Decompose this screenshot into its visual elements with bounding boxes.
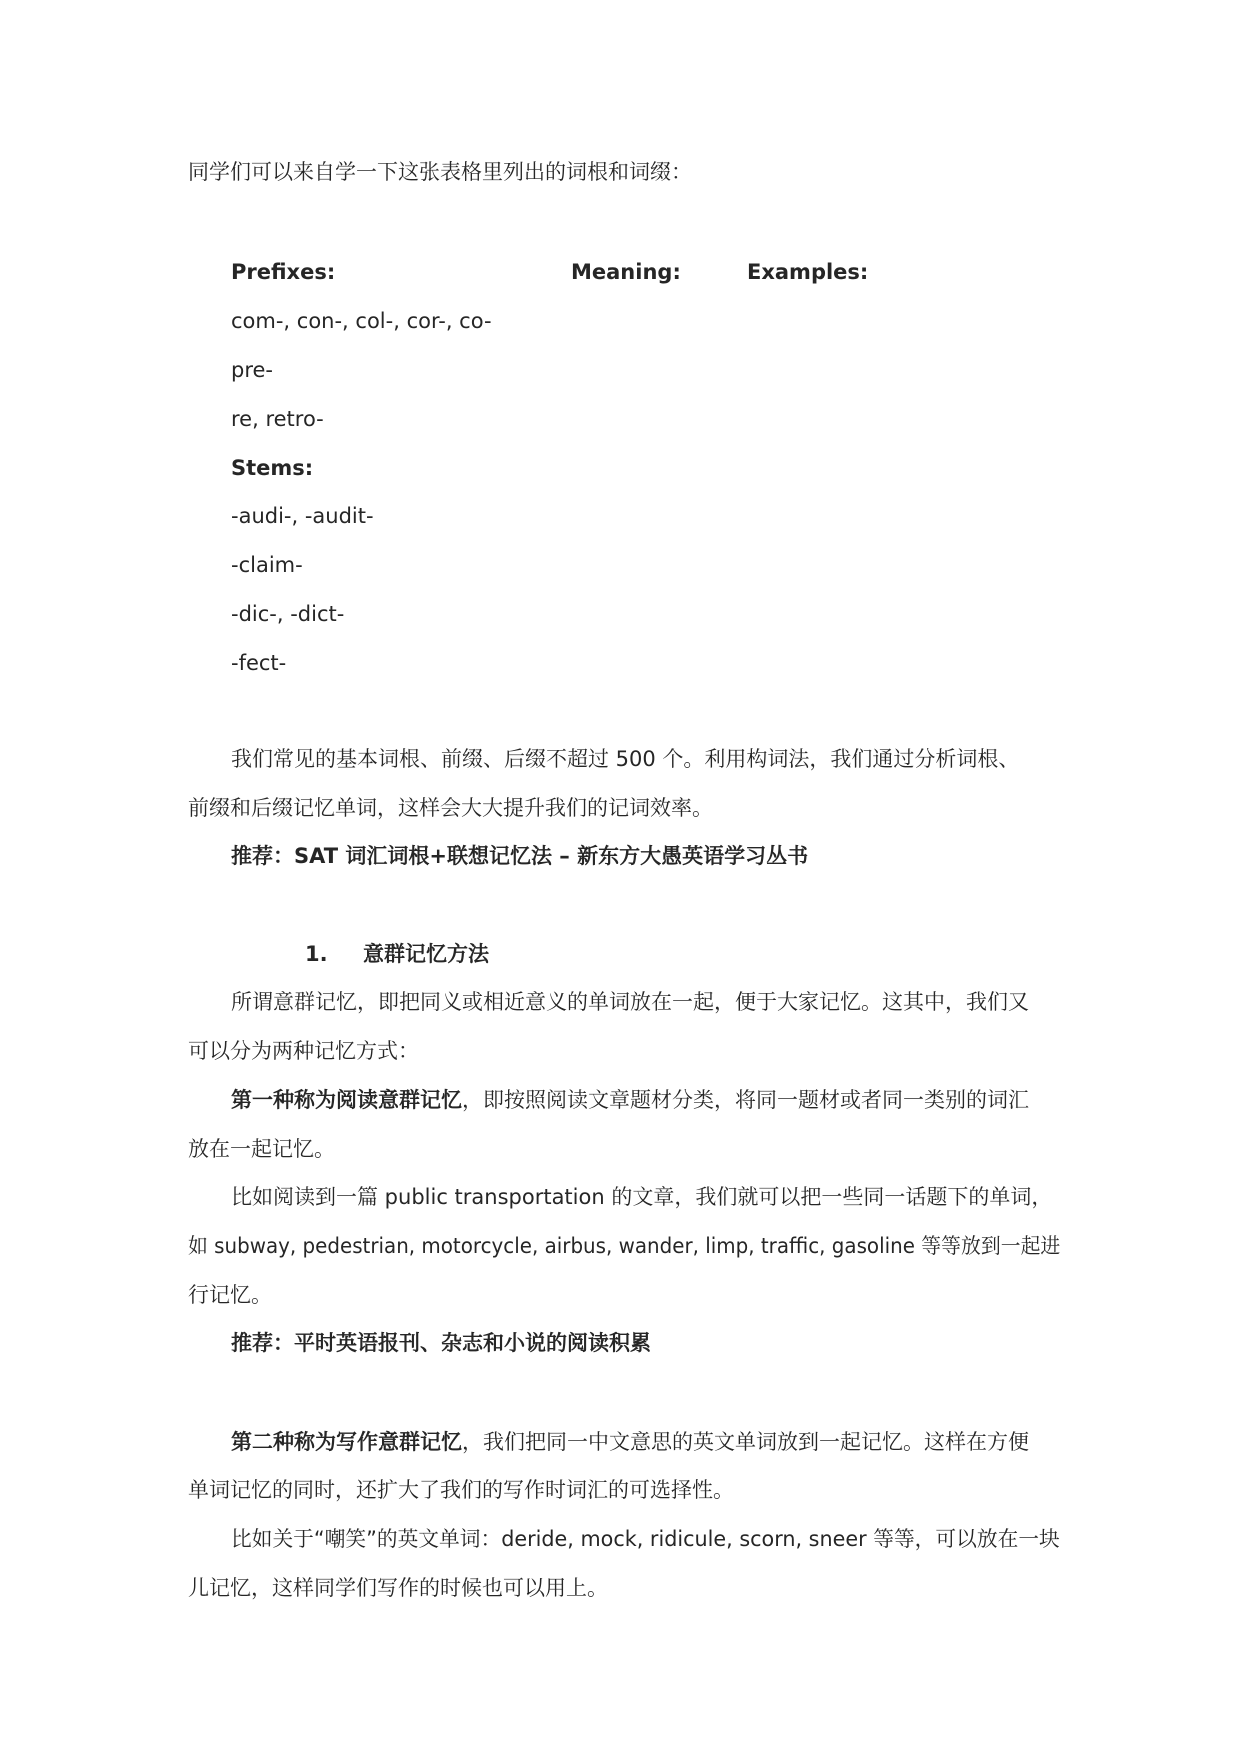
prefix-row: com-, con-, col-, cor-, co- <box>231 309 492 333</box>
intro-text: 同学们可以来自学一下这张表格里列出的词根和词缀： <box>188 160 692 184</box>
section-title: 意群记忆方法 <box>363 942 489 966</box>
header-prefixes: Prefixes: <box>231 260 336 284</box>
recommendation-1: 推荐：SAT 词汇词根+联想记忆法 – 新东方大愚英语学习丛书 <box>231 844 809 868</box>
paragraph-line: 放在一起记忆。 <box>188 1137 335 1161</box>
term-writing-desc: ，我们把同一中文意思的英文单词放到一起记忆。这样在方便 <box>462 1430 1029 1454</box>
paragraph-line: 比如关于“嘲笑”的英文单词：deride, mock, ridicule, scorn, sneer 等等，可以放在一块 <box>231 1527 1060 1551</box>
prefix-row: pre- <box>231 358 273 382</box>
paragraph-line: 行记忆。 <box>188 1283 272 1307</box>
paragraph-line: 单词记忆的同时，还扩大了我们的写作时词汇的可选择性。 <box>188 1478 734 1502</box>
paragraph-line: 我们常见的基本词根、前缀、后缀不超过 500 个。利用构词法，我们通过分析词根、 <box>231 747 1020 771</box>
term-writing-group: 第二种称为写作意群记忆 <box>231 1430 462 1454</box>
paragraph-line: 前缀和后缀记忆单词，这样会大大提升我们的记词效率。 <box>188 796 713 820</box>
paragraph-line <box>231 1430 1029 1455</box>
prefix-row: re, retro- <box>231 407 324 431</box>
paragraph-line: 比如阅读到一篇 public transportation 的文章，我们就可以把一些同一话题下的单词， <box>231 1185 1053 1209</box>
paragraph-line: 如 subway, pedestrian, motorcycle, airbus, wander, limp, traffic, gasoline 等等放到一起进 <box>188 1234 1061 1258</box>
stem-row: -fect- <box>231 651 287 675</box>
paragraph-line: 可以分为两种记忆方式： <box>188 1039 419 1063</box>
stems-label: Stems: <box>231 456 314 480</box>
stem-row: -dic-, -dict- <box>231 602 345 626</box>
stem-row: -audi-, -audit- <box>231 504 374 528</box>
header-examples: Examples: <box>747 260 869 284</box>
stem-row: -claim- <box>231 553 303 577</box>
recommendation-2: 推荐：平时英语报刊、杂志和小说的阅读积累 <box>231 1331 651 1355</box>
section-number: 1. <box>305 942 328 966</box>
paragraph-line: 儿记忆，这样同学们写作的时候也可以用上。 <box>188 1576 608 1600</box>
term-reading-group: 第一种称为阅读意群记忆 <box>231 1088 462 1112</box>
paragraph-line: 所谓意群记忆，即把同义或相近意义的单词放在一起，便于大家记忆。这其中，我们又 <box>231 990 1029 1014</box>
header-meaning: Meaning: <box>571 260 681 284</box>
term-reading-desc: ，即按照阅读文章题材分类，将同一题材或者同一类别的词汇 <box>462 1088 1029 1112</box>
paragraph-line <box>231 1088 1029 1113</box>
